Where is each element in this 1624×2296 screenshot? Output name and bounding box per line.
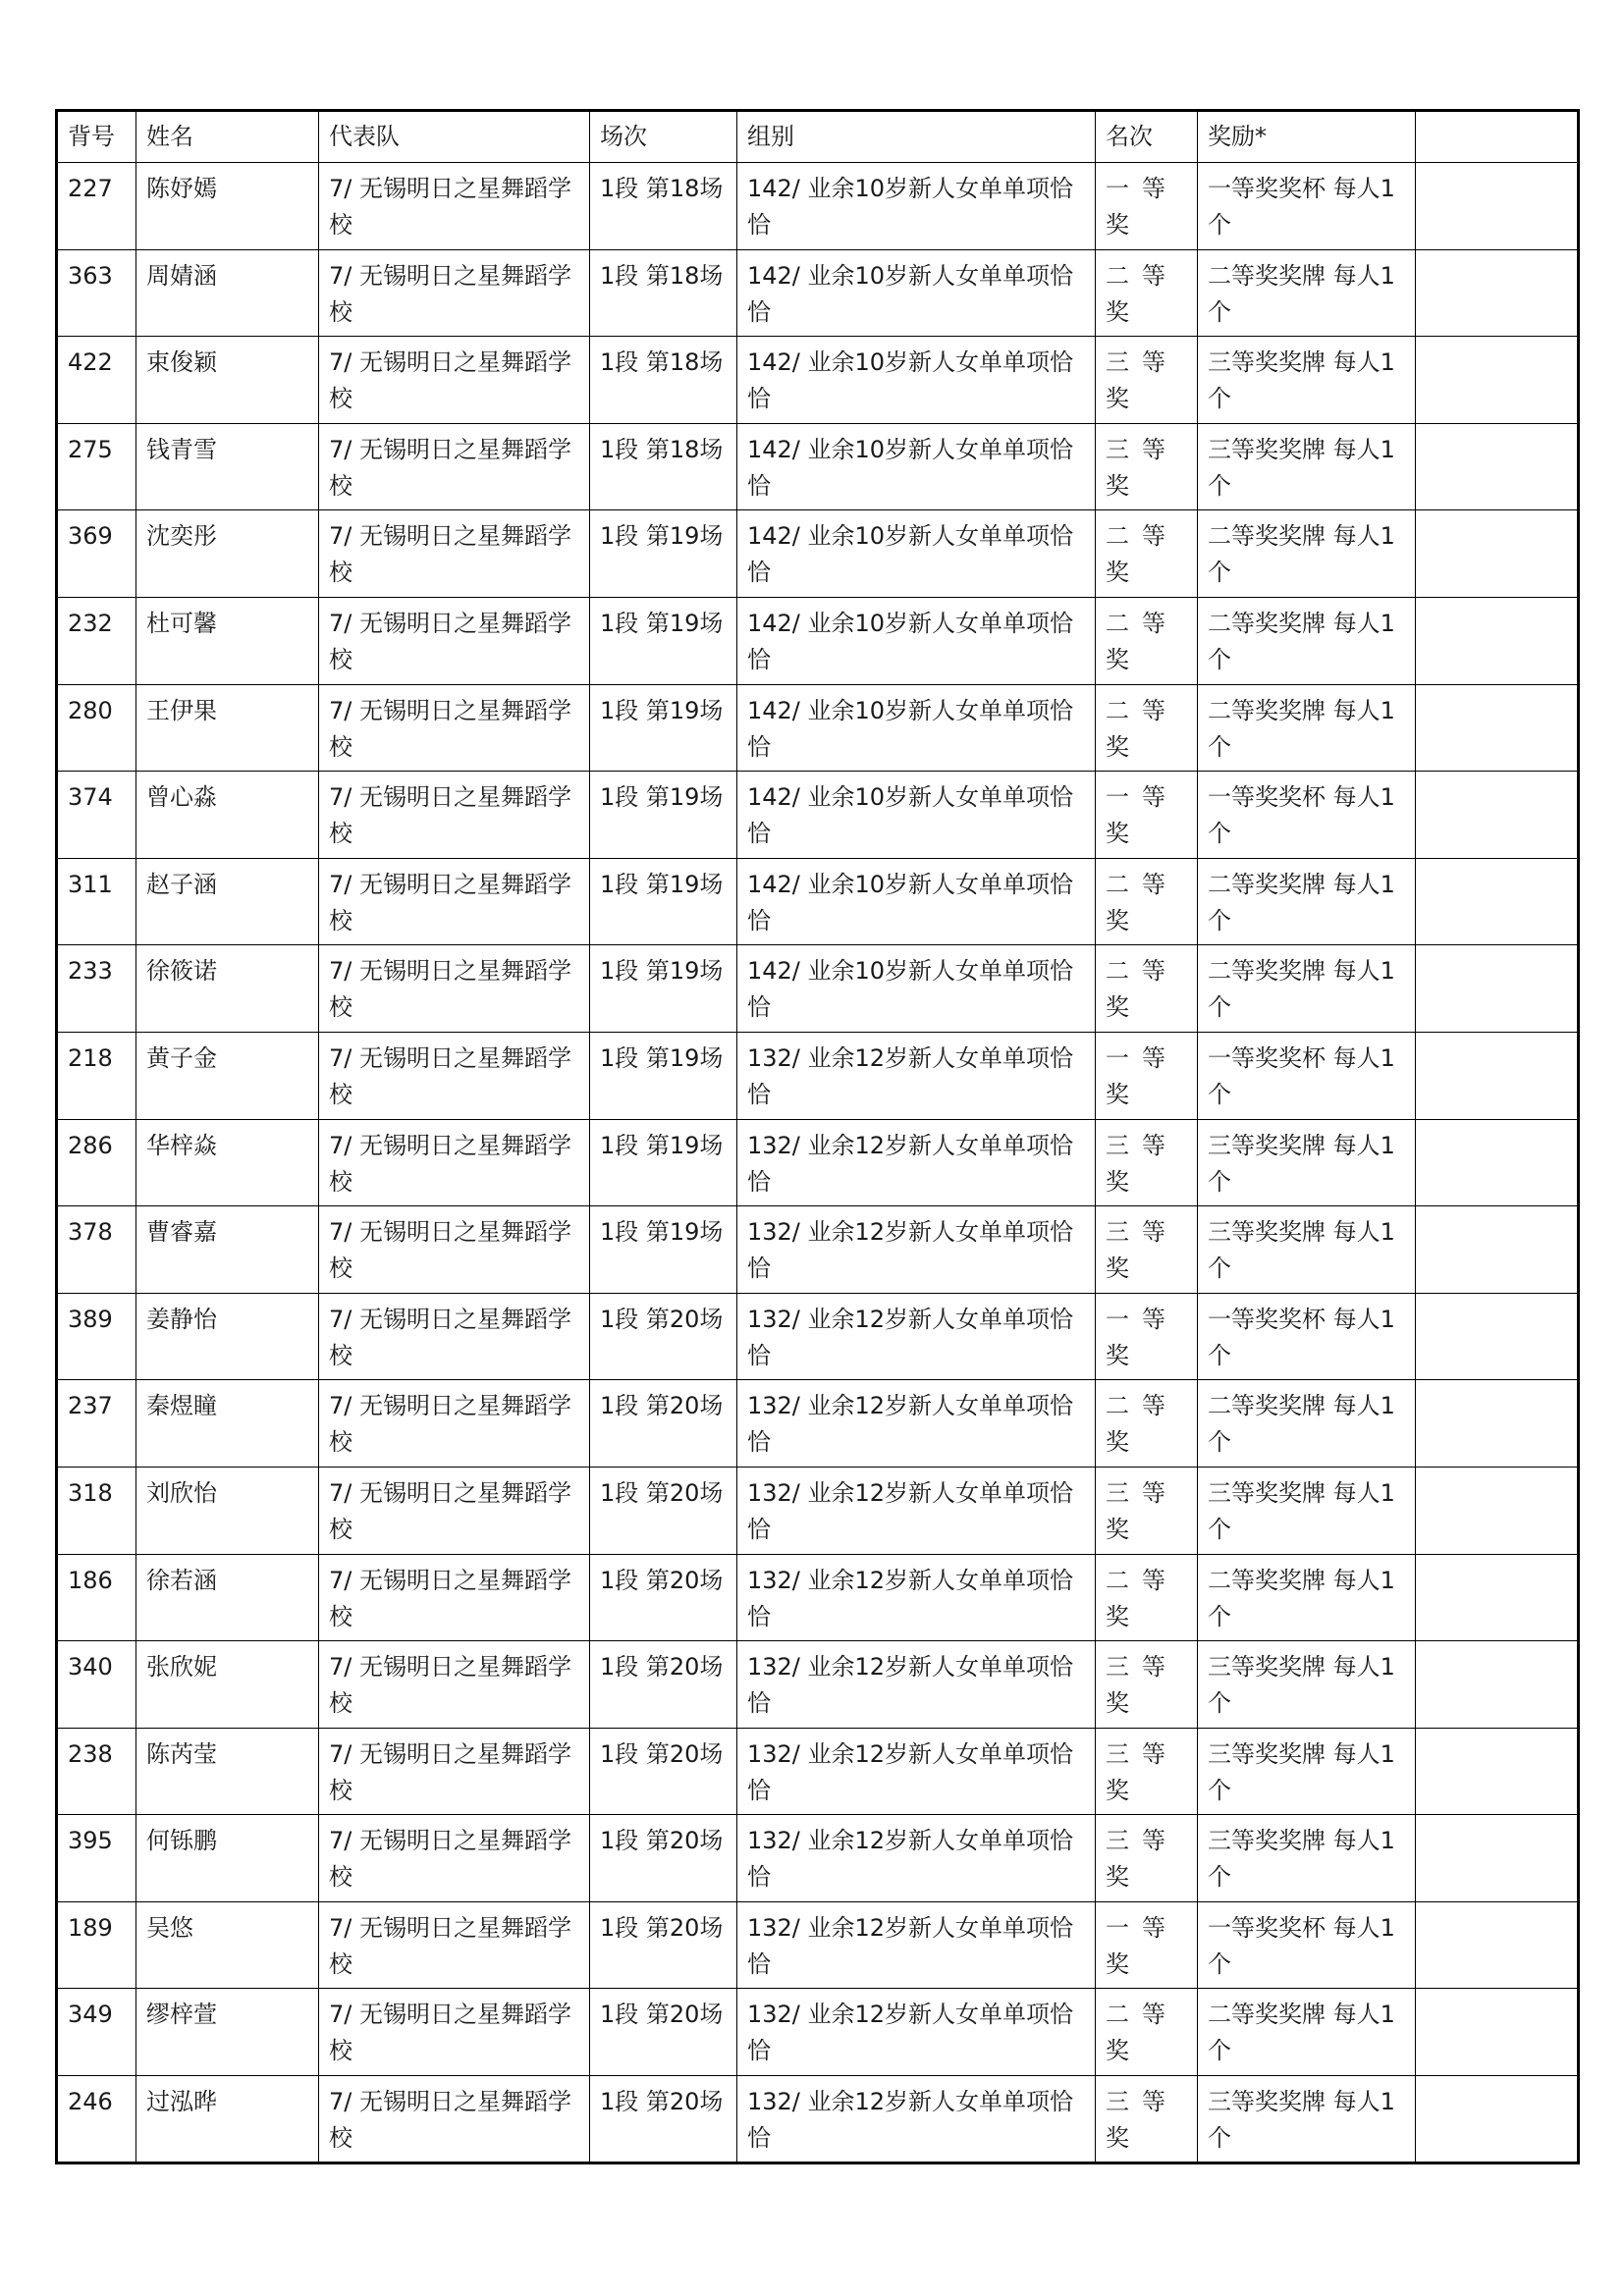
session-cell: 1段 第20场 — [590, 2076, 737, 2163]
team-cell: 7/ 无锡明日之星舞蹈学校 — [319, 1728, 590, 1815]
session-cell: 1段 第19场 — [590, 1119, 737, 1206]
extra-cell — [1416, 510, 1579, 598]
award-cell: 二等奖奖牌 每人1个 — [1198, 858, 1416, 945]
table-row — [57, 1119, 1579, 1206]
name-cell: 陈芮莹 — [136, 1728, 319, 1815]
name-cell: 束俊颖 — [136, 337, 319, 424]
bib-cell: 349 — [57, 1989, 136, 2076]
name-cell: 姜静怡 — [136, 1293, 319, 1380]
bib-cell: 389 — [57, 1293, 136, 1380]
session-cell: 1段 第20场 — [590, 1728, 737, 1815]
table-row — [57, 163, 1579, 250]
group-cell: 132/ 业余12岁新人女单单项恰恰 — [737, 1119, 1096, 1206]
group-cell: 142/ 业余10岁新人女单单项恰恰 — [737, 163, 1096, 250]
award-cell: 三等奖奖牌 每人1个 — [1198, 2076, 1416, 2163]
table-row — [57, 1032, 1579, 1119]
team-cell: 7/ 无锡明日之星舞蹈学校 — [319, 1554, 590, 1641]
session-cell: 1段 第20场 — [590, 1554, 737, 1641]
name-cell: 缪梓萱 — [136, 1989, 319, 2076]
table-row — [57, 510, 1579, 598]
session-cell: 1段 第18场 — [590, 337, 737, 424]
session-cell: 1段 第18场 — [590, 423, 737, 510]
table-row — [57, 1728, 1579, 1815]
extra-cell — [1416, 1032, 1579, 1119]
team-cell: 7/ 无锡明日之星舞蹈学校 — [319, 1467, 590, 1554]
extra-cell — [1416, 249, 1579, 337]
extra-cell — [1416, 1728, 1579, 1815]
table-row — [57, 2076, 1579, 2163]
team-cell: 7/ 无锡明日之星舞蹈学校 — [319, 1032, 590, 1119]
team-cell: 7/ 无锡明日之星舞蹈学校 — [319, 163, 590, 250]
table-row — [57, 1815, 1579, 1902]
team-cell: 7/ 无锡明日之星舞蹈学校 — [319, 1815, 590, 1902]
extra-cell — [1416, 684, 1579, 772]
team-cell: 7/ 无锡明日之星舞蹈学校 — [319, 684, 590, 772]
group-cell: 132/ 业余12岁新人女单单项恰恰 — [737, 1901, 1096, 1989]
table-row — [57, 1989, 1579, 2076]
extra-cell — [1416, 2076, 1579, 2163]
table-row — [57, 1206, 1579, 1294]
header-session: 场次 — [590, 111, 737, 163]
bib-cell: 340 — [57, 1641, 136, 1729]
session-cell: 1段 第20场 — [590, 1293, 737, 1380]
table-row — [57, 249, 1579, 337]
award-cell: 一等奖奖杯 每人1个 — [1198, 1901, 1416, 1989]
extra-cell — [1416, 1989, 1579, 2076]
group-cell: 132/ 业余12岁新人女单单项恰恰 — [737, 1032, 1096, 1119]
name-cell: 陈妤嫣 — [136, 163, 319, 250]
rank-cell: 三等奖 — [1096, 1641, 1198, 1729]
team-cell: 7/ 无锡明日之星舞蹈学校 — [319, 1293, 590, 1380]
rank-cell: 二等奖 — [1096, 684, 1198, 772]
award-cell: 三等奖奖牌 每人1个 — [1198, 1206, 1416, 1294]
group-cell: 132/ 业余12岁新人女单单项恰恰 — [737, 1293, 1096, 1380]
table-row — [57, 1380, 1579, 1468]
group-cell: 142/ 业余10岁新人女单单项恰恰 — [737, 945, 1096, 1033]
extra-cell — [1416, 1901, 1579, 1989]
team-cell: 7/ 无锡明日之星舞蹈学校 — [319, 945, 590, 1033]
group-cell: 142/ 业余10岁新人女单单项恰恰 — [737, 423, 1096, 510]
bib-cell: 233 — [57, 945, 136, 1033]
bib-cell: 286 — [57, 1119, 136, 1206]
bib-cell: 311 — [57, 858, 136, 945]
bib-cell: 378 — [57, 1206, 136, 1294]
award-cell: 二等奖奖牌 每人1个 — [1198, 510, 1416, 598]
group-cell: 142/ 业余10岁新人女单单项恰恰 — [737, 597, 1096, 684]
extra-cell — [1416, 1206, 1579, 1294]
name-cell: 华梓焱 — [136, 1119, 319, 1206]
extra-cell — [1416, 1293, 1579, 1380]
rank-cell: 三等奖 — [1096, 1119, 1198, 1206]
bib-cell: 275 — [57, 423, 136, 510]
group-cell: 142/ 业余10岁新人女单单项恰恰 — [737, 858, 1096, 945]
extra-cell — [1416, 1815, 1579, 1902]
session-cell: 1段 第19场 — [590, 772, 737, 859]
rank-cell: 三等奖 — [1096, 337, 1198, 424]
bib-cell: 227 — [57, 163, 136, 250]
extra-cell — [1416, 1554, 1579, 1641]
header-team: 代表队 — [319, 111, 590, 163]
group-cell: 132/ 业余12岁新人女单单项恰恰 — [737, 1554, 1096, 1641]
table-row — [57, 337, 1579, 424]
session-cell: 1段 第18场 — [590, 163, 737, 250]
session-cell: 1段 第18场 — [590, 249, 737, 337]
award-cell: 三等奖奖牌 每人1个 — [1198, 1815, 1416, 1902]
rank-cell: 二等奖 — [1096, 510, 1198, 598]
extra-cell — [1416, 337, 1579, 424]
session-cell: 1段 第19场 — [590, 1032, 737, 1119]
session-cell: 1段 第20场 — [590, 1467, 737, 1554]
extra-cell — [1416, 1641, 1579, 1729]
rank-cell: 二等奖 — [1096, 945, 1198, 1033]
group-cell: 132/ 业余12岁新人女单单项恰恰 — [737, 1815, 1096, 1902]
table-row — [57, 1901, 1579, 1989]
team-cell: 7/ 无锡明日之星舞蹈学校 — [319, 1901, 590, 1989]
award-cell: 一等奖奖杯 每人1个 — [1198, 1293, 1416, 1380]
group-cell: 132/ 业余12岁新人女单单项恰恰 — [737, 1989, 1096, 2076]
team-cell: 7/ 无锡明日之星舞蹈学校 — [319, 1206, 590, 1294]
session-cell: 1段 第19场 — [590, 858, 737, 945]
rank-cell: 三等奖 — [1096, 1728, 1198, 1815]
award-cell: 三等奖奖牌 每人1个 — [1198, 423, 1416, 510]
award-cell: 二等奖奖牌 每人1个 — [1198, 1380, 1416, 1468]
header-extra — [1416, 111, 1579, 163]
bib-cell: 374 — [57, 772, 136, 859]
table-row — [57, 597, 1579, 684]
team-cell: 7/ 无锡明日之星舞蹈学校 — [319, 858, 590, 945]
rank-cell: 一等奖 — [1096, 1293, 1198, 1380]
table-row — [57, 858, 1579, 945]
name-cell: 过泓晔 — [136, 2076, 319, 2163]
bib-cell: 246 — [57, 2076, 136, 2163]
name-cell: 何铄鹏 — [136, 1815, 319, 1902]
bib-cell: 237 — [57, 1380, 136, 1468]
rank-cell: 二等奖 — [1096, 1554, 1198, 1641]
header-rank: 名次 — [1096, 111, 1198, 163]
group-cell: 142/ 业余10岁新人女单单项恰恰 — [737, 772, 1096, 859]
team-cell: 7/ 无锡明日之星舞蹈学校 — [319, 337, 590, 424]
bib-cell: 280 — [57, 684, 136, 772]
award-cell: 三等奖奖牌 每人1个 — [1198, 1467, 1416, 1554]
name-cell: 吴悠 — [136, 1901, 319, 1989]
name-cell: 曹睿嘉 — [136, 1206, 319, 1294]
rank-cell: 三等奖 — [1096, 2076, 1198, 2163]
header-row — [57, 111, 1579, 163]
rank-cell: 二等奖 — [1096, 858, 1198, 945]
group-cell: 132/ 业余12岁新人女单单项恰恰 — [737, 2076, 1096, 2163]
award-cell: 三等奖奖牌 每人1个 — [1198, 1728, 1416, 1815]
award-cell: 一等奖奖杯 每人1个 — [1198, 1032, 1416, 1119]
session-cell: 1段 第19场 — [590, 597, 737, 684]
table-row — [57, 1293, 1579, 1380]
name-cell: 钱青雪 — [136, 423, 319, 510]
extra-cell — [1416, 858, 1579, 945]
name-cell: 黄子金 — [136, 1032, 319, 1119]
table-row — [57, 1467, 1579, 1554]
team-cell: 7/ 无锡明日之星舞蹈学校 — [319, 510, 590, 598]
extra-cell — [1416, 597, 1579, 684]
rank-cell: 三等奖 — [1096, 423, 1198, 510]
team-cell: 7/ 无锡明日之星舞蹈学校 — [319, 772, 590, 859]
name-cell: 曾心淼 — [136, 772, 319, 859]
group-cell: 132/ 业余12岁新人女单单项恰恰 — [737, 1728, 1096, 1815]
extra-cell — [1416, 1119, 1579, 1206]
header-bib: 背号 — [57, 111, 136, 163]
bib-cell: 232 — [57, 597, 136, 684]
award-cell: 二等奖奖牌 每人1个 — [1198, 1554, 1416, 1641]
group-cell: 132/ 业余12岁新人女单单项恰恰 — [737, 1206, 1096, 1294]
bib-cell: 189 — [57, 1901, 136, 1989]
name-cell: 徐若涵 — [136, 1554, 319, 1641]
name-cell: 徐筱诺 — [136, 945, 319, 1033]
name-cell: 沈奕彤 — [136, 510, 319, 598]
bib-cell: 186 — [57, 1554, 136, 1641]
award-cell: 二等奖奖牌 每人1个 — [1198, 1989, 1416, 2076]
table-row — [57, 1554, 1579, 1641]
rank-cell: 二等奖 — [1096, 249, 1198, 337]
table-row — [57, 945, 1579, 1033]
group-cell: 142/ 业余10岁新人女单单项恰恰 — [737, 510, 1096, 598]
extra-cell — [1416, 772, 1579, 859]
team-cell: 7/ 无锡明日之星舞蹈学校 — [319, 597, 590, 684]
session-cell: 1段 第20场 — [590, 1380, 737, 1468]
bib-cell: 318 — [57, 1467, 136, 1554]
rank-cell: 三等奖 — [1096, 1815, 1198, 1902]
group-cell: 142/ 业余10岁新人女单单项恰恰 — [737, 337, 1096, 424]
name-cell: 周婧涵 — [136, 249, 319, 337]
extra-cell — [1416, 1380, 1579, 1468]
group-cell: 132/ 业余12岁新人女单单项恰恰 — [737, 1380, 1096, 1468]
extra-cell — [1416, 423, 1579, 510]
bib-cell: 369 — [57, 510, 136, 598]
award-cell: 二等奖奖牌 每人1个 — [1198, 945, 1416, 1033]
bib-cell: 363 — [57, 249, 136, 337]
bib-cell: 238 — [57, 1728, 136, 1815]
team-cell: 7/ 无锡明日之星舞蹈学校 — [319, 1119, 590, 1206]
rank-cell: 二等奖 — [1096, 1989, 1198, 2076]
header-group: 组别 — [737, 111, 1096, 163]
award-cell: 三等奖奖牌 每人1个 — [1198, 337, 1416, 424]
bib-cell: 218 — [57, 1032, 136, 1119]
group-cell: 142/ 业余10岁新人女单单项恰恰 — [737, 249, 1096, 337]
rank-cell: 一等奖 — [1096, 1032, 1198, 1119]
group-cell: 142/ 业余10岁新人女单单项恰恰 — [737, 684, 1096, 772]
award-cell: 二等奖奖牌 每人1个 — [1198, 597, 1416, 684]
table-row — [57, 772, 1579, 859]
award-cell: 三等奖奖牌 每人1个 — [1198, 1641, 1416, 1729]
award-cell: 三等奖奖牌 每人1个 — [1198, 1119, 1416, 1206]
header-name: 姓名 — [136, 111, 319, 163]
team-cell: 7/ 无锡明日之星舞蹈学校 — [319, 249, 590, 337]
table-row — [57, 684, 1579, 772]
table-body — [57, 163, 1579, 2163]
extra-cell — [1416, 1467, 1579, 1554]
team-cell: 7/ 无锡明日之星舞蹈学校 — [319, 1641, 590, 1729]
bib-cell: 422 — [57, 337, 136, 424]
team-cell: 7/ 无锡明日之星舞蹈学校 — [319, 423, 590, 510]
bib-cell: 395 — [57, 1815, 136, 1902]
team-cell: 7/ 无锡明日之星舞蹈学校 — [319, 2076, 590, 2163]
rank-cell: 三等奖 — [1096, 1206, 1198, 1294]
team-cell: 7/ 无锡明日之星舞蹈学校 — [319, 1989, 590, 2076]
name-cell: 刘欣怡 — [136, 1467, 319, 1554]
rank-cell: 二等奖 — [1096, 597, 1198, 684]
session-cell: 1段 第19场 — [590, 684, 737, 772]
extra-cell — [1416, 945, 1579, 1033]
table-row — [57, 1641, 1579, 1729]
rank-cell: 一等奖 — [1096, 772, 1198, 859]
results-table — [55, 109, 1580, 2164]
award-cell: 一等奖奖杯 每人1个 — [1198, 772, 1416, 859]
award-cell: 一等奖奖杯 每人1个 — [1198, 163, 1416, 250]
table-row — [57, 423, 1579, 510]
session-cell: 1段 第19场 — [590, 945, 737, 1033]
rank-cell: 一等奖 — [1096, 163, 1198, 250]
name-cell: 张欣妮 — [136, 1641, 319, 1729]
group-cell: 132/ 业余12岁新人女单单项恰恰 — [737, 1641, 1096, 1729]
session-cell: 1段 第19场 — [590, 510, 737, 598]
group-cell: 132/ 业余12岁新人女单单项恰恰 — [737, 1467, 1096, 1554]
name-cell: 王伊果 — [136, 684, 319, 772]
session-cell: 1段 第19场 — [590, 1206, 737, 1294]
award-cell: 二等奖奖牌 每人1个 — [1198, 684, 1416, 772]
extra-cell — [1416, 163, 1579, 250]
award-cell: 二等奖奖牌 每人1个 — [1198, 249, 1416, 337]
session-cell: 1段 第20场 — [590, 1901, 737, 1989]
name-cell: 秦煜瞳 — [136, 1380, 319, 1468]
team-cell: 7/ 无锡明日之星舞蹈学校 — [319, 1380, 590, 1468]
session-cell: 1段 第20场 — [590, 1641, 737, 1729]
header-award: 奖励* — [1198, 111, 1416, 163]
name-cell: 杜可馨 — [136, 597, 319, 684]
name-cell: 赵子涵 — [136, 858, 319, 945]
rank-cell: 三等奖 — [1096, 1467, 1198, 1554]
session-cell: 1段 第20场 — [590, 1815, 737, 1902]
rank-cell: 一等奖 — [1096, 1901, 1198, 1989]
rank-cell: 二等奖 — [1096, 1380, 1198, 1468]
session-cell: 1段 第20场 — [590, 1989, 737, 2076]
